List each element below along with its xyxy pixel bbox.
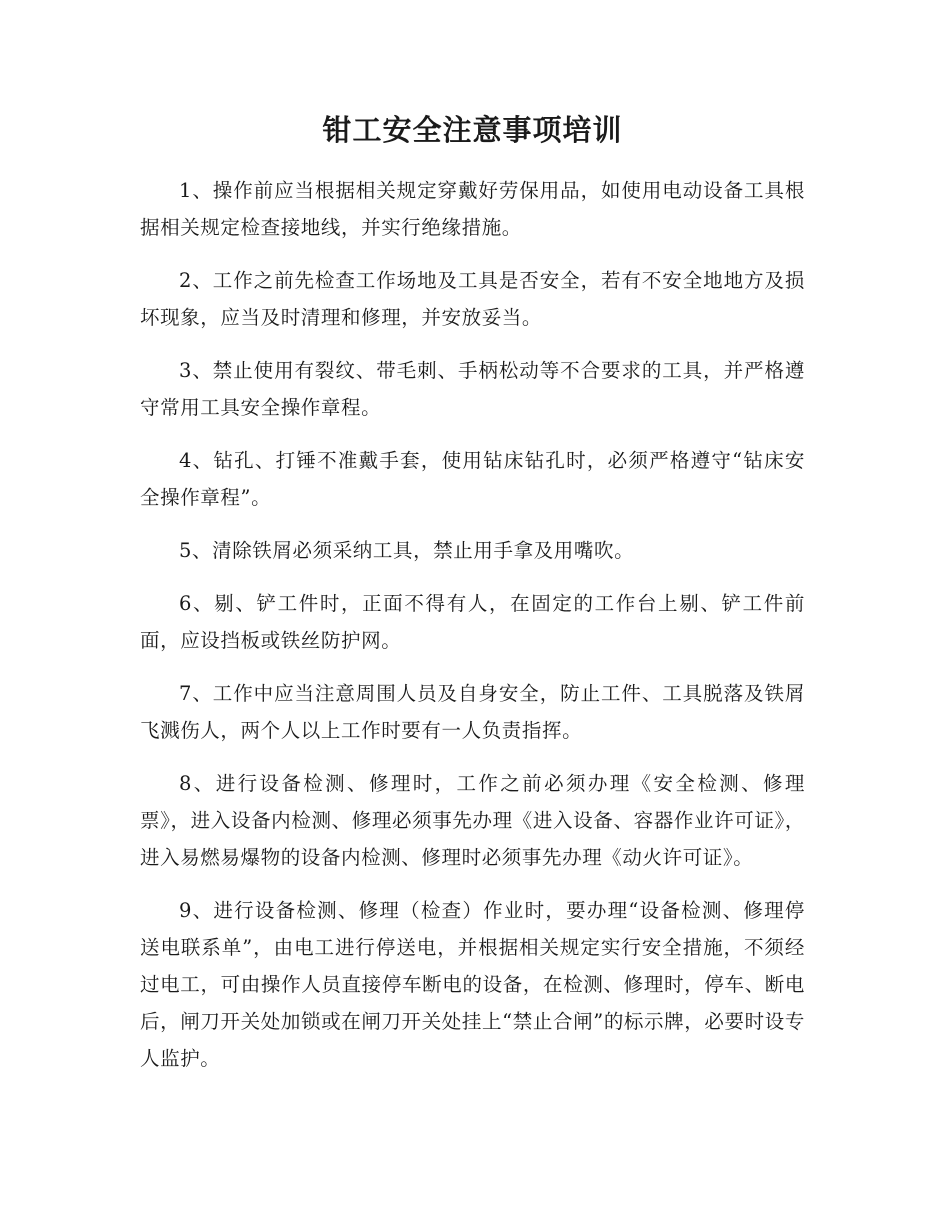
paragraph-9: 9、进行设备检测、修理（检查）作业时，要办理“设备检测、修理停送电联系单”，由电工进行停送电，并根据相关规定实行安全措施，不须经过电工，可由操作人员直接停车断电的设备，在检测、修理时，停车、断电后，闸刀开关处加锁或在闸刀开关处挂上“禁止合闸”的标示牌，必要时设专人监护。 xyxy=(140,899,805,1070)
paragraph-5: 5、清除铁屑必须采纳工具，禁止用手拿及用嘴吹。 xyxy=(179,539,635,562)
paragraph-4: 4、钻孔、打锤不准戴手套，使用钻床钻孔时，必须严格遵守“钻床安全操作章程”。 xyxy=(140,449,805,509)
document-title: 钳工安全注意事项培训 xyxy=(322,113,623,147)
paragraph-8: 8、进行设备检测、修理时，工作之前必须办理《安全检测、修理票》，进入设备内检测、修理必须事先办理《进入设备、容器作业许可证》，进入易燃易爆物的设备内检测、修理时必须事先办理《动火许可证》。 xyxy=(140,772,805,869)
paragraph-3: 3、禁止使用有裂纹、带毛刺、手柄松动等不合要求的工具，并严格遵守常用工具安全操作章程。 xyxy=(140,359,805,419)
paragraph-2: 2、工作之前先检查工作场地及工具是否安全，若有不安全地地方及损坏现象，应当及时清理和修理，并安放妥当。 xyxy=(140,269,805,329)
paragraph-1: 1、操作前应当根据相关规定穿戴好劳保用品，如使用电动设备工具根据相关规定检查接地线，并实行绝缘措施。 xyxy=(140,179,805,239)
paragraph-6: 6、剔、铲工件时，正面不得有人，在固定的工作台上剔、铲工件前面，应设挡板或铁丝防护网。 xyxy=(140,592,805,652)
paragraph-7: 7、工作中应当注意周围人员及自身安全，防止工件、工具脱落及铁屑飞溅伤人，两个人以上工作时要有一人负责指挥。 xyxy=(140,682,805,742)
document-page xyxy=(140,108,805,1093)
